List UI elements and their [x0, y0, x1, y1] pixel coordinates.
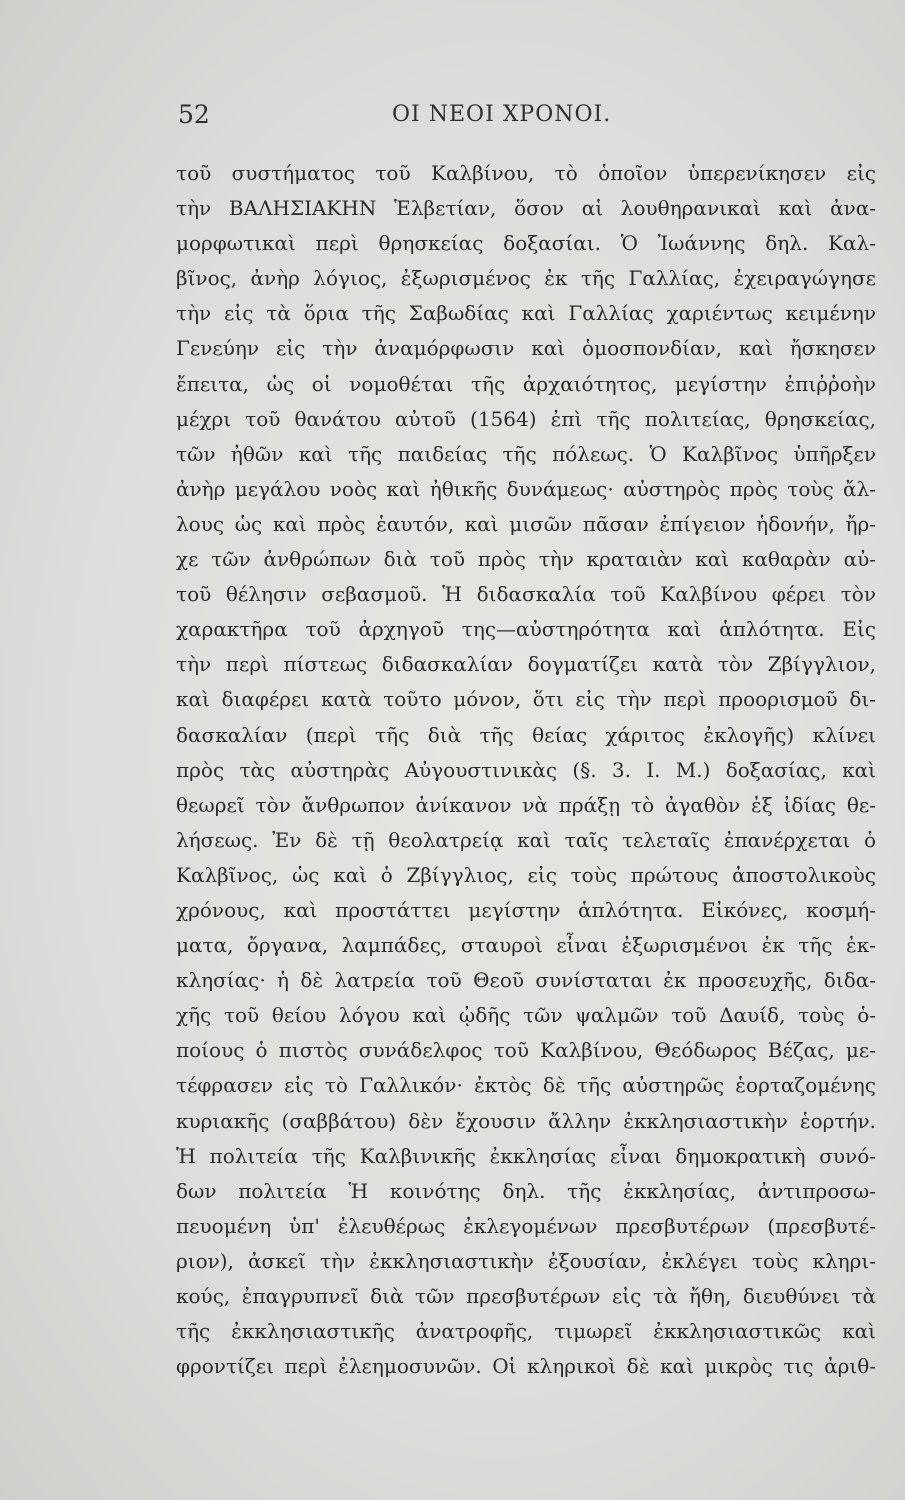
- text-line: Γενεύην εἰς τὴν ἀναμόρφωσιν καὶ ὁμοσπονδίαν, καὶ ἤσκησεν: [176, 336, 876, 361]
- text-line: χαρακτῆρα τοῦ ἀρχηγοῦ της—αὐστηρότητα καὶ ἁπλότητα. Εἰς: [176, 617, 876, 642]
- text-line: ἔπειτα, ὡς οἱ νομοθέται τῆς ἀρχαιότητος, μεγίστην ἐπιῤῥοὴν: [176, 371, 876, 396]
- text-line: λους ὡς καὶ πρὸς ἑαυτόν, καὶ μισῶν πᾶσαν ἐπίγειον ἡδονήν, ἤρ-: [176, 511, 876, 536]
- text-line: τῆς ἐκκλησιαστικῆς ἀνατροφῆς, τιμωρεῖ ἐκκλησιαστικῶς καὶ: [176, 1319, 876, 1344]
- running-title: ΟΙ ΝΕΟΙ ΧΡΟΝΟΙ.: [392, 102, 612, 127]
- text-line: φροντίζει περὶ ἐλεημοσυνῶν. Οἱ κληρικοὶ δὲ καὶ μικρὸς τις ἀριθ-: [176, 1354, 876, 1379]
- text-line: Ἡ πολιτεία τῆς Καλβινικῆς ἐκκλησίας εἶναι δημοκρατικὴ συνό-: [176, 1143, 876, 1168]
- text-line: δων πολιτεία Ἡ κοινότης δηλ. τῆς ἐκκλησίας, ἀντιπροσω-: [176, 1178, 876, 1203]
- text-line: ἀνὴρ μεγάλου νοὸς καὶ ἠθικῆς δυνάμεως· αὐστηρὸς πρὸς τοὺς ἄλ-: [176, 476, 876, 501]
- text-line: χρόνους, καὶ προστάττει μεγίστην ἁπλότητα. Εἰκόνες, κοσμή-: [176, 897, 876, 922]
- text-line: τὴν ΒΑΛΗΣΙΑΚΗΝ Ἑλβετίαν, ὅσον αἱ λουθηρανικαὶ καὶ ἀνα-: [176, 196, 876, 221]
- text-line: ριον), ἀσκεῖ τὴν ἐκκλησιαστικὴν ἐξουσίαν, ἐκλέγει τοὺς κληρι-: [176, 1248, 876, 1273]
- text-line: μορφωτικαὶ περὶ θρησκείας δοξασίαι. Ὁ Ἰωάννης δηλ. Καλ-: [176, 231, 876, 256]
- text-line: βῖνος, ἀνὴρ λόγιος, ἐξωρισμένος ἐκ τῆς Γαλλίας, ἐχειραγώγησε: [176, 266, 876, 291]
- page-header: [178, 100, 878, 140]
- text-line: τὴν περὶ πίστεως διδασκαλίαν δογματίζει κατὰ τὸν Ζβίγγλιον,: [176, 652, 876, 677]
- text-line: Καλβῖνος, ὡς καὶ ὁ Ζβίγγλιος, εἰς τοὺς πρώτους ἀποστολικοὺς: [176, 862, 876, 887]
- text-line: ματα, ὄργανα, λαμπάδες, σταυροὶ εἶναι ἐξωρισμένοι ἐκ τῆς ἐκ-: [176, 933, 876, 958]
- text-line: πρὸς τὰς αὐστηρὰς Αὐγουστινικὰς (§. 3. I. M.) δοξασίας, καὶ: [176, 757, 876, 782]
- page-number: 52: [178, 100, 210, 129]
- text-line: δασκαλίαν (περὶ τῆς διὰ τῆς θείας χάριτος ἐκλογῆς) κλίνει: [176, 722, 876, 747]
- text-line: μέχρι τοῦ θανάτου αὐτοῦ (1564) ἐπὶ τῆς πολιτείας, θρησκείας,: [176, 406, 876, 431]
- text-line: χε τῶν ἀνθρώπων διὰ τοῦ πρὸς τὴν κραταιὰν καὶ καθαρὰν αὐ-: [176, 547, 876, 572]
- text-line: λήσεως. Ἐν δὲ τῇ θεολατρείᾳ καὶ ταῖς τελεταῖς ἐπανέρχεται ὁ: [176, 827, 876, 852]
- text-line: πευομένη ὑπ' ἐλευθέρως ἐκλεγομένων πρεσβυτέρων (πρεσβυτέ-: [176, 1213, 876, 1238]
- text-line: καὶ διαφέρει κατὰ τοῦτο μόνον, ὅτι εἰς τὴν περὶ προορισμοῦ δι-: [176, 687, 876, 712]
- text-line: κλησίας· ἡ δὲ λατρεία τοῦ Θεοῦ συνίσταται ἐκ προσευχῆς, διδα-: [176, 968, 876, 993]
- text-line: τέφρασεν εἰς τὸ Γαλλικόν· ἐκτὸς δὲ τῆς αὐστηρῶς ἑορταζομένης: [176, 1073, 876, 1098]
- text-line: κούς, ἐπαγρυπνεῖ διὰ τῶν πρεσβυτέρων εἰς τὰ ἤθη, διευθύνει τὰ: [176, 1284, 876, 1308]
- text-line: τοῦ συστήματος τοῦ Καλβίνου, τὸ ὁποῖον ὑπερενίκησεν εἰς: [176, 161, 876, 185]
- text-line: ποίους ὁ πιστὸς συνάδελφος τοῦ Καλβίνου, Θεόδωρος Βέζας, με-: [176, 1038, 876, 1063]
- text-line: κυριακῆς (σαββάτου) δὲν ἔχουσιν ἄλλην ἐκκλησιαστικὴν ἑορτήν.: [176, 1108, 876, 1133]
- text-line: τῶν ἠθῶν καὶ τῆς παιδείας τῆς πόλεως. Ὁ Καλβῖνος ὑπῆρξεν: [176, 441, 876, 466]
- text-line: χῆς τοῦ θείου λόγου καὶ ᾠδῆς τῶν ψαλμῶν τοῦ Δαυίδ, τοὺς ὁ-: [176, 1003, 876, 1028]
- text-line: θεωρεῖ τὸν ἄνθρωπον ἀνίκανον νὰ πράξῃ τὸ ἀγαθὸν ἐξ ἰδίας θε-: [176, 792, 876, 817]
- text-line: τοῦ θέλησιν σεβασμοῦ. Ἡ διδασκαλία τοῦ Καλβίνου φέρει τὸν: [176, 582, 876, 607]
- text-line: τὴν εἰς τὰ ὅρια τῆς Σαβωδίας καὶ Γαλλίας χαριέντως κειμένην: [176, 301, 876, 326]
- text-body: [176, 156, 876, 1384]
